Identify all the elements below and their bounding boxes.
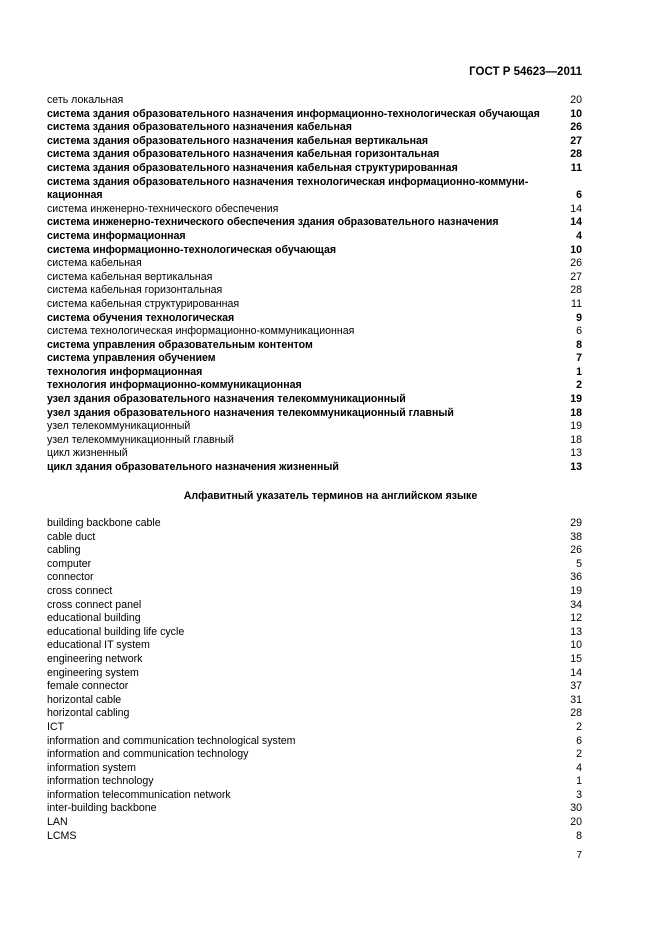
- index-page-number: 5: [576, 557, 582, 570]
- index-entry: [47, 830, 582, 844]
- index-term: система кабельная горизонтальная: [47, 284, 223, 297]
- document-header: ГОСТ Р 54623—2011: [469, 66, 582, 78]
- index-term: information and communication technology: [47, 748, 249, 761]
- index-term: система здания образовательного назначения кабельная горизонтальная: [47, 148, 440, 161]
- index-page-number: 13: [570, 447, 582, 460]
- index-term: engineering network: [47, 652, 143, 665]
- index-entry: [47, 366, 582, 380]
- index-term: horizontal cable: [47, 693, 122, 706]
- index-term: узел здания образовательного назначения телекоммуникационный главный: [47, 406, 454, 419]
- index-term: building backbone cable: [47, 517, 161, 529]
- index-page-number: 30: [570, 802, 582, 815]
- index-page-number: 13: [570, 625, 582, 638]
- index-term: система здания образовательного назначения кабельная структурированная: [47, 161, 458, 174]
- index-entry: [47, 312, 582, 326]
- index-term: engineering system: [47, 666, 139, 679]
- index-term: система здания образовательного назначения кабельная: [47, 121, 352, 134]
- index-page-number: 12: [570, 612, 582, 625]
- index-term: educational building life cycle: [47, 625, 185, 638]
- index-entry: [47, 667, 582, 681]
- index-term: цикл жизненный: [47, 447, 128, 460]
- index-entry: [47, 571, 582, 585]
- index-entry: [47, 680, 582, 694]
- index-entry: [47, 216, 582, 230]
- index-term: cable duct: [47, 530, 96, 543]
- index-entry: [47, 94, 582, 108]
- index-entry: [47, 721, 582, 735]
- index-entry: [47, 407, 582, 421]
- index-entry: [47, 802, 582, 816]
- index-page-number: 1: [576, 775, 582, 788]
- russian-term-index: [47, 94, 582, 475]
- index-term: computer: [47, 557, 92, 570]
- index-term: horizontal cabling: [47, 707, 130, 720]
- index-entry: [47, 789, 582, 803]
- index-page-number: 27: [570, 270, 582, 283]
- index-page-number: 7: [576, 352, 582, 365]
- index-term: ICT: [47, 720, 65, 733]
- index-entry: [47, 599, 582, 613]
- index-entry: [47, 148, 582, 162]
- index-page-number: 19: [570, 420, 582, 433]
- index-term: educational building: [47, 612, 141, 625]
- index-term: система здания образовательного назначения технологическая информационно-коммуни-кационная: [47, 175, 529, 202]
- index-entry: [47, 176, 582, 203]
- index-entry: [47, 257, 582, 271]
- index-term: узел телекоммуникационный: [47, 420, 191, 433]
- index-term: система кабельная вертикальная: [47, 270, 213, 283]
- index-entry: [47, 135, 582, 149]
- index-term: узел телекоммуникационный главный: [47, 433, 234, 446]
- index-entry: [47, 612, 582, 626]
- index-page-number: 28: [570, 707, 582, 720]
- index-entry: [47, 531, 582, 545]
- index-term: система обучения технологическая: [47, 311, 235, 324]
- index-page-number: 11: [570, 161, 582, 174]
- index-page-number: 14: [570, 202, 582, 215]
- index-page-number: 20: [570, 816, 582, 829]
- index-page-number: 11: [571, 297, 582, 310]
- index-page-number: 26: [570, 257, 582, 270]
- index-entry: [47, 162, 582, 176]
- index-page-number: 36: [570, 571, 582, 584]
- index-page-number: 10: [570, 243, 582, 256]
- index-term: система управления обучением: [47, 352, 216, 365]
- index-page-number: 4: [576, 229, 582, 242]
- index-term: система кабельная структурированная: [47, 297, 240, 310]
- index-page-number: 13: [570, 461, 582, 474]
- index-term: LCMS: [47, 829, 77, 842]
- index-page-number: 2: [576, 748, 582, 761]
- index-entry: [47, 585, 582, 599]
- index-page-number: 26: [570, 121, 582, 134]
- index-term: система здания образовательного назначения информационно-технологическая обучающая: [47, 107, 540, 120]
- index-entry: [47, 626, 582, 640]
- index-page-number: 14: [570, 216, 582, 229]
- index-page-number: 29: [570, 517, 582, 529]
- index-page-number: 26: [570, 544, 582, 557]
- index-term: система кабельная: [47, 257, 142, 270]
- index-page-number: 18: [570, 433, 582, 446]
- index-entry: [47, 762, 582, 776]
- index-entry: [47, 653, 582, 667]
- index-page-number: 8: [576, 338, 582, 351]
- index-page-number: 8: [576, 829, 582, 842]
- section-title: Алфавитный указатель терминов на английском языке: [183, 490, 478, 502]
- index-entry: [47, 420, 582, 434]
- index-page-number: 6: [576, 325, 582, 338]
- index-term: система информационно-технологическая обучающая: [47, 243, 337, 256]
- index-term: inter-building backbone: [47, 802, 157, 815]
- index-entry: [47, 447, 582, 461]
- index-term: цикл здания образовательного назначения жизненный: [47, 461, 339, 474]
- index-entry: [47, 244, 582, 258]
- index-entry: [47, 121, 582, 135]
- index-page-number: 19: [570, 393, 582, 406]
- index-page-number: 6: [576, 734, 582, 747]
- index-entry: [47, 393, 582, 407]
- index-page-number: 34: [570, 598, 582, 611]
- index-page-number: 37: [570, 680, 582, 693]
- index-term: технология информационная: [47, 365, 203, 378]
- index-term: система инженерно-технического обеспечения здания образовательного назначения: [47, 216, 499, 229]
- index-term: information and communication technological system: [47, 734, 296, 747]
- index-term: female connector: [47, 680, 129, 693]
- index-page-number: 9: [576, 311, 582, 324]
- index-term: узел здания образовательного назначения телекоммуникационный: [47, 393, 406, 406]
- index-term: cross connect: [47, 584, 113, 597]
- index-page-number: 28: [570, 284, 582, 297]
- index-page-number: 38: [570, 530, 582, 543]
- index-entry: [47, 816, 582, 830]
- index-term: information system: [47, 761, 136, 774]
- index-term: information technology: [47, 775, 154, 788]
- index-page-number: 28: [570, 148, 582, 161]
- index-entry: [47, 230, 582, 244]
- index-entry: [47, 108, 582, 122]
- index-entry: [47, 461, 582, 475]
- index-entry: [47, 735, 582, 749]
- index-entry: [47, 434, 582, 448]
- index-page-number: 10: [570, 107, 582, 120]
- index-page-number: 4: [576, 761, 582, 774]
- index-page-number: 14: [570, 666, 582, 679]
- index-entry: [47, 544, 582, 558]
- index-term: educational IT system: [47, 639, 150, 652]
- index-entry: [47, 694, 582, 708]
- index-entry: [47, 203, 582, 217]
- index-entry: [47, 379, 582, 393]
- index-page-number: 19: [570, 584, 582, 597]
- index-page-number: 31: [570, 693, 582, 706]
- index-entry: [47, 517, 582, 531]
- index-entry: [47, 775, 582, 789]
- index-term: cabling: [47, 544, 81, 557]
- index-page-number: 1: [576, 365, 582, 378]
- index-entry: [47, 352, 582, 366]
- index-entry: [47, 284, 582, 298]
- index-term: система информационная: [47, 229, 186, 242]
- index-term: cross connect panel: [47, 598, 142, 611]
- index-term: система технологическая информационно-коммуникационная: [47, 325, 355, 338]
- index-page-number: 15: [570, 652, 582, 665]
- index-page-number: 3: [576, 788, 582, 801]
- index-entry: [47, 298, 582, 312]
- index-page-number: 20: [570, 94, 582, 106]
- index-term: information telecommunication network: [47, 788, 231, 801]
- english-term-index: [47, 517, 582, 843]
- index-entry: [47, 639, 582, 653]
- index-entry: [47, 271, 582, 285]
- index-term: система управления образовательным контентом: [47, 338, 313, 351]
- index-page-number: 2: [576, 379, 582, 392]
- index-term: система здания образовательного назначения кабельная вертикальная: [47, 134, 429, 147]
- index-entry: [47, 325, 582, 339]
- index-term: connector: [47, 571, 94, 584]
- index-page-number: 27: [570, 134, 582, 147]
- index-entry: [47, 558, 582, 572]
- index-page-number: 18: [570, 406, 582, 419]
- index-term: LAN: [47, 816, 68, 829]
- index-term: система инженерно-технического обеспечения: [47, 202, 279, 215]
- index-term: технология информационно-коммуникационная: [47, 379, 302, 392]
- index-entry: [47, 748, 582, 762]
- index-page-number: 6: [576, 189, 582, 202]
- index-entry: [47, 707, 582, 721]
- index-page-number: 2: [576, 720, 582, 733]
- index-entry: [47, 339, 582, 353]
- index-page-number: 10: [570, 639, 582, 652]
- page-number: 7: [576, 850, 582, 861]
- index-term: сеть локальная: [47, 94, 124, 106]
